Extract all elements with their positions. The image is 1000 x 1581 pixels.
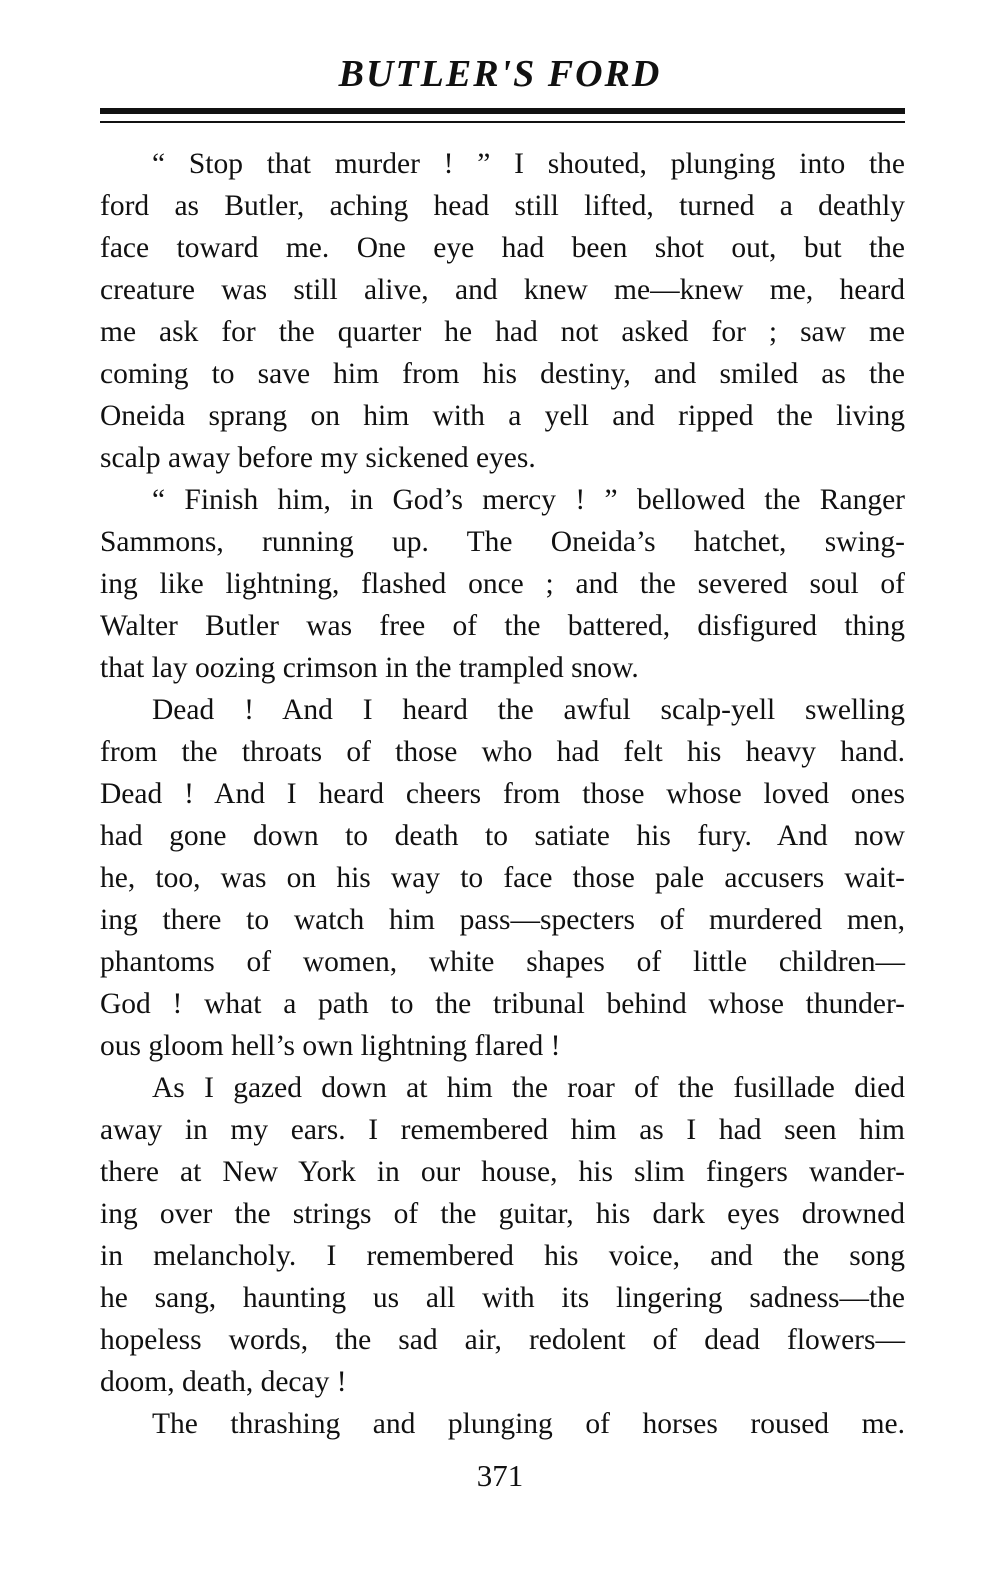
header-rule-thick [100,108,905,114]
text-line: he sang, haunting us all with its lingering sadness—the [100,1282,905,1314]
text-line: God ! what a path to the tribunal behind whose thunder- [100,988,905,1020]
text-line: ous gloom hell’s own lightning flared ! [100,1030,561,1062]
text-line: The thrashing and plunging of horses roused me. [152,1408,905,1440]
text-line: Walter Butler was free of the battered, disfigured thing [100,610,905,642]
text-line: he, too, was on his way to face those pale accusers wait- [100,862,905,894]
text-line: in melancholy. I remembered his voice, and the song [100,1240,905,1272]
text-line: ing there to watch him pass—specters of murdered men, [100,904,905,936]
text-line: phantoms of women, white shapes of little children— [100,946,905,978]
text-line: from the throats of those who had felt his heavy hand. [100,736,905,768]
text-line: creature was still alive, and knew me—knew me, heard [100,274,905,306]
text-line: hopeless words, the sad air, redolent of dead flowers— [100,1324,905,1356]
text-line: “ Finish him, in God’s mercy ! ” bellowed the Ranger [152,484,905,516]
text-line: Sammons, running up. The Oneida’s hatchet, swing- [100,526,905,558]
text-line: away in my ears. I remembered him as I had seen him [100,1114,905,1146]
running-head-title: BUTLER'S FORD [338,53,662,95]
text-line: me ask for the quarter he had not asked for ; saw me [100,316,905,348]
text-line: scalp away before my sickened eyes. [100,442,536,474]
text-line: Dead ! And I heard cheers from those whose loved ones [100,778,905,810]
text-line: there at New York in our house, his slim fingers wander- [100,1156,905,1188]
text-line: ford as Butler, aching head still lifted, turned a deathly [100,190,905,222]
text-line: that lay oozing crimson in the trampled snow. [100,652,639,684]
text-line: “ Stop that murder ! ” I shouted, plunging into the [152,148,905,180]
text-line: ing over the strings of the guitar, his dark eyes drowned [100,1198,905,1230]
text-line: As I gazed down at him the roar of the fusillade died [152,1072,905,1104]
text-line: had gone down to death to satiate his fury. And now [100,820,905,852]
text-line: Oneida sprang on him with a yell and ripped the living [100,400,905,432]
page-number: 371 [476,1458,524,1493]
body-text [100,143,905,1445]
text-line: coming to save him from his destiny, and smiled as the [100,358,905,390]
text-line: Dead ! And I heard the awful scalp-yell swelling [152,694,905,726]
text-line: face toward me. One eye had been shot out, but the [100,232,905,264]
header-rule-thin [100,121,905,123]
text-line: ing like lightning, flashed once ; and the severed soul of [100,568,905,600]
text-line: doom, death, decay ! [100,1366,347,1398]
